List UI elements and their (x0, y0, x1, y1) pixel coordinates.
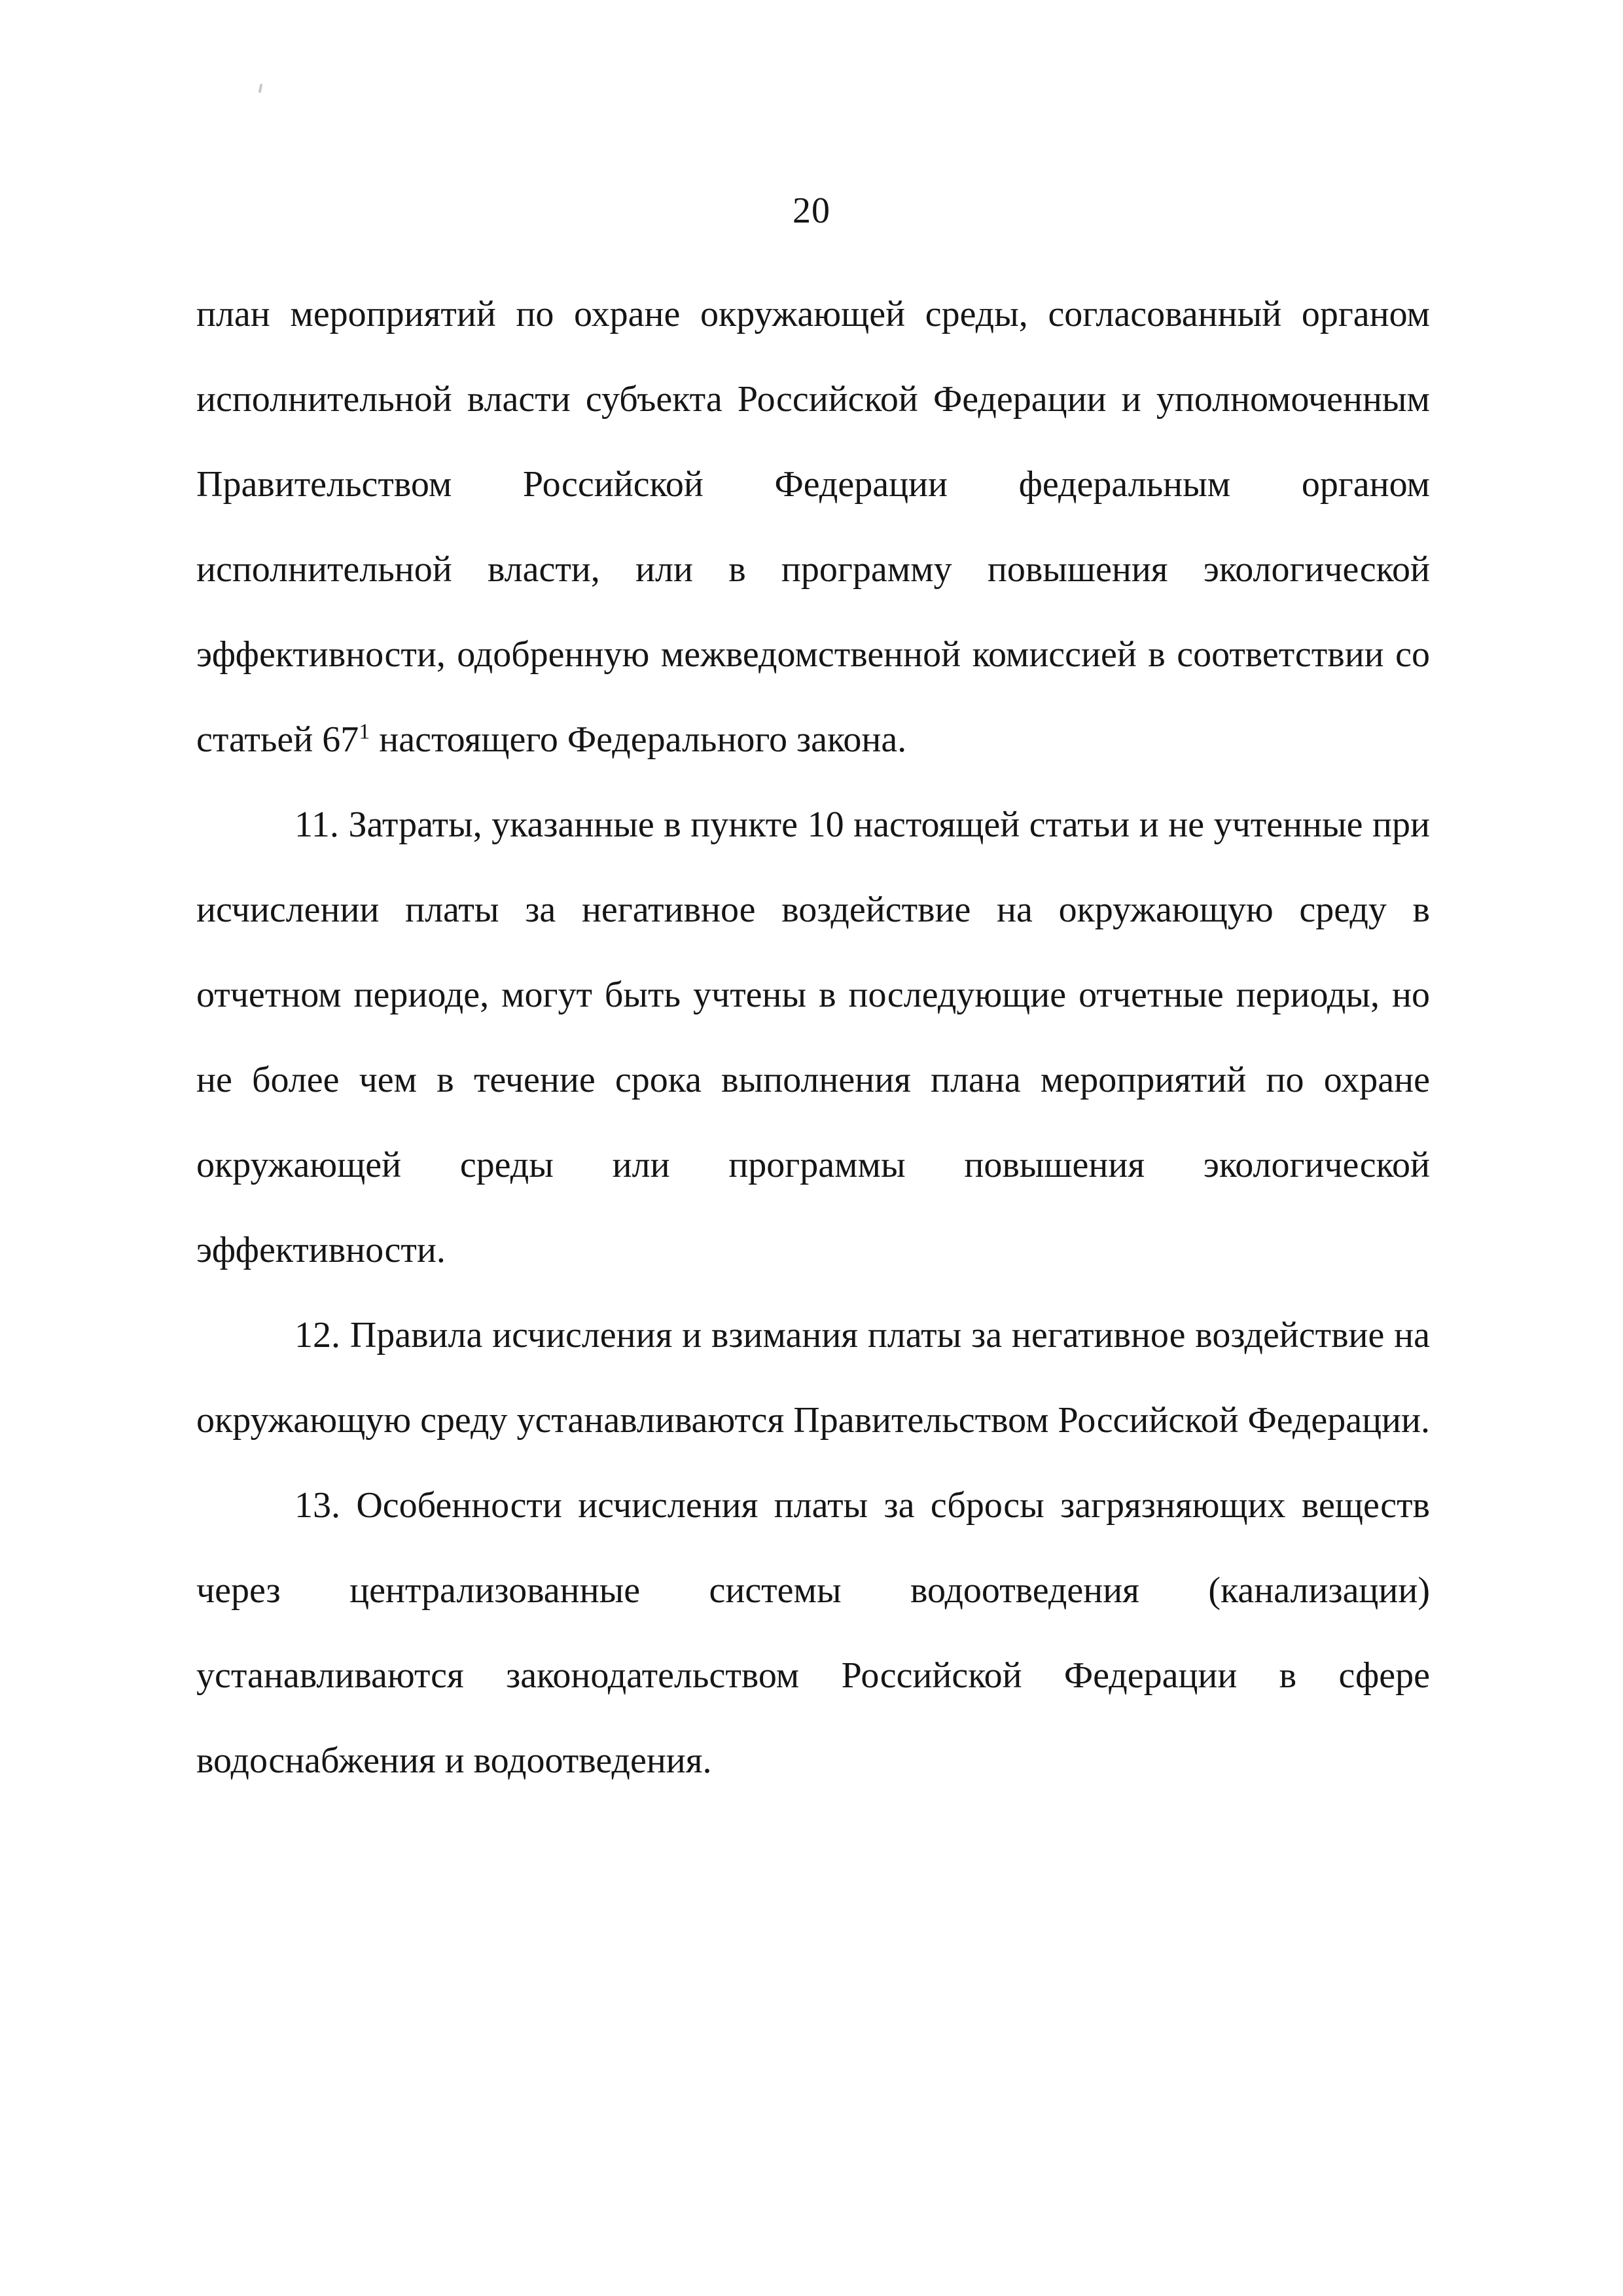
paragraph-item-12: 12. Правила исчисления и взимания платы за негативное воздействие на окружающую среду устанавливаются Правительством Российской Федерации. (196, 1315, 1430, 1441)
paragraph-continuation (196, 272, 1430, 782)
document-body (196, 272, 1430, 1803)
footnote-superscript: 1 (359, 719, 370, 744)
paragraph-text: план мероприятий по охране окружающей среды, согласованный органом исполнительной власти субъекта Российской Федерации и уполномоченным Правительством Российской Федерации федеральным органом исполнительной власти, или в программу повышения экологической эффективности, одобренную межведомственной комиссией в соответствии со статьей 67 (196, 294, 1430, 760)
scan-artifact (259, 84, 263, 94)
page-number: 20 (793, 190, 830, 231)
paragraph-item-11: 11. Затраты, указанные в пункте 10 настоящей статьи и не учтенные при исчислении платы за негативное воздействие на окружающую среду в отчетном периоде, могут быть учтены в последующие отчетные периоды, но не более чем в течение срока выполнения плана мероприятий по охране окружающей среды или программы повышения экологической эффективности. (196, 804, 1430, 1270)
paragraph-item-13: 13. Особенности исчисления платы за сбросы загрязняющих веществ через централизованные системы водоотведения (канализации) устанавливаются законодательством Российской Федерации в сфере водоснабжения и водоотведения. (196, 1485, 1430, 1781)
paragraph-text: настоящего Федерального закона. (370, 719, 907, 760)
